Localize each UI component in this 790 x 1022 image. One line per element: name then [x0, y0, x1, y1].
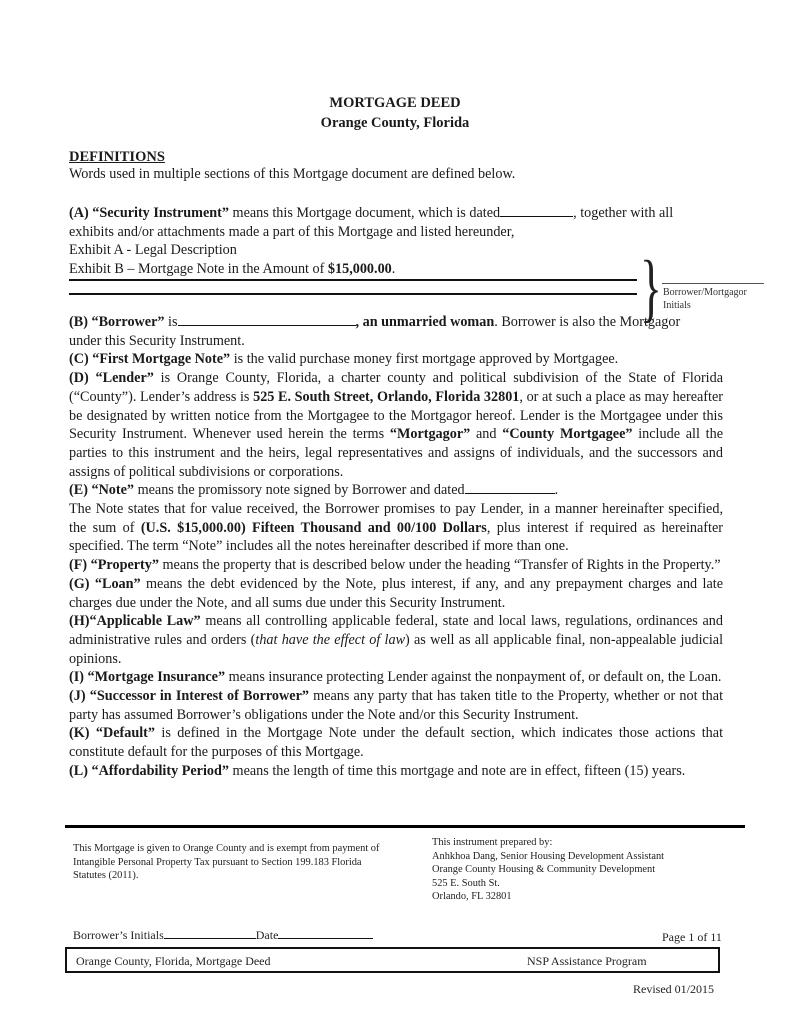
- section-c: [69, 350, 723, 369]
- section-f-text: means the property that is described below under the heading “Transfer of Rights in the Property.”: [158, 557, 721, 574]
- tax-exempt-notice: This Mortgage is given to Orange County and is exempt from payment of Intangible Personal Property Tax pursuant to Section 199.183 Florida Statutes (2011).: [73, 843, 380, 881]
- section-e: [69, 481, 723, 556]
- section-h: [69, 612, 723, 668]
- section-b-marital: , an unmarried woman: [355, 314, 495, 330]
- section-d-text-2: , or at such a place as may hereafter be designated by written notice from the Mortgagee to the Mortgagor hereof. Lender is the Mortgagee under this Security Instrument. Whenever used herein the terms: [69, 388, 723, 443]
- borrower-mortgagor-initials-line[interactable]: [662, 283, 764, 284]
- section-l: [69, 762, 723, 781]
- section-d-text-4: include all the parties to this instrument and the heirs, legal representatives and assigns of individuals, and the successors and assigns of political subdivisions or corporations.: [69, 426, 723, 480]
- preparer-name: Anhkhoa Dang, Senior Housing Development Assistant: [432, 850, 665, 862]
- section-j: [69, 687, 723, 724]
- section-g-text: means the debt evidenced by the Note, plus interest, if any, and any prepayment charges and late charges due under the Note, and all sums due under this Security Instrument.: [69, 575, 724, 611]
- section-i-label: (I): [69, 669, 84, 686]
- section-a: [69, 204, 723, 279]
- section-b-term: “Borrower”: [91, 314, 165, 330]
- initials-label-line1: Borrower/Mortgagor: [663, 287, 747, 298]
- section-d-text-3: and: [470, 426, 503, 443]
- section-h-text: means all controlling applicable federal, state and local laws, regulations, ordinances and administrative rules and orders (: [69, 613, 723, 648]
- footer-box: [65, 947, 720, 973]
- section-a-text: means this Mortgage document, which is dated: [229, 205, 501, 221]
- section-h-italic: that have the effect of law: [255, 631, 406, 648]
- borrower-initials-row: [73, 928, 373, 943]
- date-label: Date: [255, 928, 279, 942]
- section-e-period: .: [554, 482, 559, 499]
- section-c-term: “First Mortgage Note”: [92, 351, 231, 368]
- revised-date: Revised 01/2015: [633, 982, 714, 996]
- section-k-term: “Default”: [95, 725, 155, 742]
- exhibit-b-amount: $15,000.00: [327, 261, 392, 278]
- section-g-term: “Loan”: [94, 575, 141, 592]
- exhibit-b: Exhibit B – Mortgage Note in the Amount of: [69, 261, 328, 278]
- section-c-text: is the valid purchase money first mortgage approved by Mortgagee.: [230, 351, 619, 368]
- exhibit-blank-line-1[interactable]: [69, 279, 637, 281]
- section-b-text: is: [164, 314, 178, 330]
- section-h-label: (H): [69, 613, 90, 630]
- section-e-term: “Note”: [91, 482, 135, 499]
- preparer-organization: Orange County Housing & Community Development: [432, 864, 656, 875]
- definitions-list: [69, 313, 723, 781]
- section-d-term-county-mortgagee: “County Mortgagee”: [502, 426, 633, 443]
- definitions-heading: DEFINITIONS: [69, 149, 165, 165]
- section-b-text-3: under this Security Instrument.: [69, 332, 245, 349]
- section-k: [69, 724, 723, 761]
- section-e-text-2: The Note states that for value received, the Borrower promises to pay Lender, in a manner hereinafter specified, the sum of: [69, 501, 723, 536]
- section-f-label: (F): [69, 557, 88, 574]
- document-subtitle: Orange County, Florida: [320, 115, 470, 131]
- preparer-street: 525 E. South St.: [432, 877, 500, 889]
- prepared-by-block: [432, 836, 664, 904]
- section-c-label: (C): [69, 351, 89, 368]
- borrower-name-blank[interactable]: [178, 313, 356, 326]
- section-g-label: (G): [69, 575, 90, 592]
- document-title: MORTGAGE DEED: [329, 95, 461, 111]
- section-d-text: is Orange County, Florida, a charter county and political subdivision of the State of Florida (“County”). Lender’s address is: [69, 370, 724, 405]
- section-a-term: “Security Instrument”: [92, 205, 229, 221]
- section-h-text-2: ) as well as all applicable final, non-appealable judicial opinions.: [69, 631, 724, 667]
- borrower-initials-blank[interactable]: [164, 928, 256, 939]
- section-d-term: “Lender”: [95, 370, 154, 387]
- section-l-term: “Affordability Period”: [91, 762, 229, 779]
- section-i-text: means insurance protecting Lender against the nonpayment of, or default on, the Loan.: [225, 669, 722, 686]
- lender-address: 525 E. South Street, Orlando, Florida 32801: [253, 388, 520, 405]
- section-d-term-mortgagor: “Mortgagor”: [389, 426, 471, 443]
- exhibit-a: Exhibit A - Legal Description: [69, 242, 237, 259]
- section-a-label: (A): [69, 205, 89, 221]
- date-blank[interactable]: [278, 928, 373, 939]
- section-k-label: (K): [69, 725, 90, 742]
- exhibit-b-suffix: .: [391, 261, 396, 278]
- prepared-by-label: This instrument prepared by:: [432, 837, 553, 848]
- section-b-text-2: . Borrower is also the Mortgagor: [494, 314, 681, 330]
- section-b: [69, 313, 723, 350]
- footer-program-name: NSP Assistance Program: [527, 954, 647, 968]
- section-f: [69, 556, 723, 575]
- borrower-mortgagor-initials-label: [663, 286, 747, 312]
- note-date-blank[interactable]: [465, 481, 555, 494]
- section-j-text: means any party that has taken title to the Property, whether or not that party has assumed Borrower’s obligations under the Note and/or this Security Instrument.: [69, 688, 724, 723]
- section-i-term: “Mortgage Insurance”: [87, 669, 226, 686]
- section-l-text: means the length of time this mortgage and note are in effect, fifteen (15) years.: [229, 762, 686, 779]
- section-d-label: (D): [69, 370, 89, 387]
- borrower-initials-label: Borrower’s Initials: [73, 928, 164, 942]
- initials-label-line2: Initials: [663, 300, 691, 311]
- exhibit-blank-line-2[interactable]: [69, 293, 637, 295]
- section-e-label: (E): [69, 482, 88, 499]
- section-d: [69, 369, 723, 481]
- section-g: [69, 575, 723, 612]
- footer-document-name: Orange County, Florida, Mortgage Deed: [76, 954, 271, 968]
- section-f-term: “Property”: [90, 557, 159, 574]
- section-a-text-3: exhibits and/or attachments made a part of this Mortgage and listed hereunder,: [69, 223, 515, 240]
- footer-divider: [65, 825, 745, 828]
- page-number: Page 1 of 11: [662, 930, 722, 944]
- preparer-city: Orlando, FL 32801: [432, 891, 512, 902]
- note-amount: (U.S. $15,000.00) Fifteen Thousand and 00/100 Dollars: [140, 519, 487, 536]
- definitions-intro: Words used in multiple sections of this Mortgage document are defined below.: [69, 166, 516, 182]
- section-e-text: means the promissory note signed by Borrower and dated: [134, 482, 465, 499]
- section-h-term: “Applicable Law”: [89, 613, 201, 630]
- section-j-term: “Successor in Interest of Borrower”: [89, 688, 309, 705]
- section-k-text: is defined in the Mortgage Note under the default section, which indicates those actions that constitute default for the purposes of this Mortgage.: [69, 725, 724, 761]
- section-i: [69, 668, 723, 687]
- section-e-text-3: , plus interest if required as hereinafter specified. The term “Note” includes all the notes hereinafter described if more than one.: [69, 519, 723, 555]
- section-a-text-2: , together with all: [573, 205, 674, 221]
- section-j-label: (J): [69, 688, 86, 705]
- brace-icon: }: [640, 246, 662, 330]
- security-instrument-date-blank[interactable]: [500, 204, 573, 217]
- section-b-label: (B): [69, 314, 88, 330]
- section-l-label: (L): [69, 762, 88, 779]
